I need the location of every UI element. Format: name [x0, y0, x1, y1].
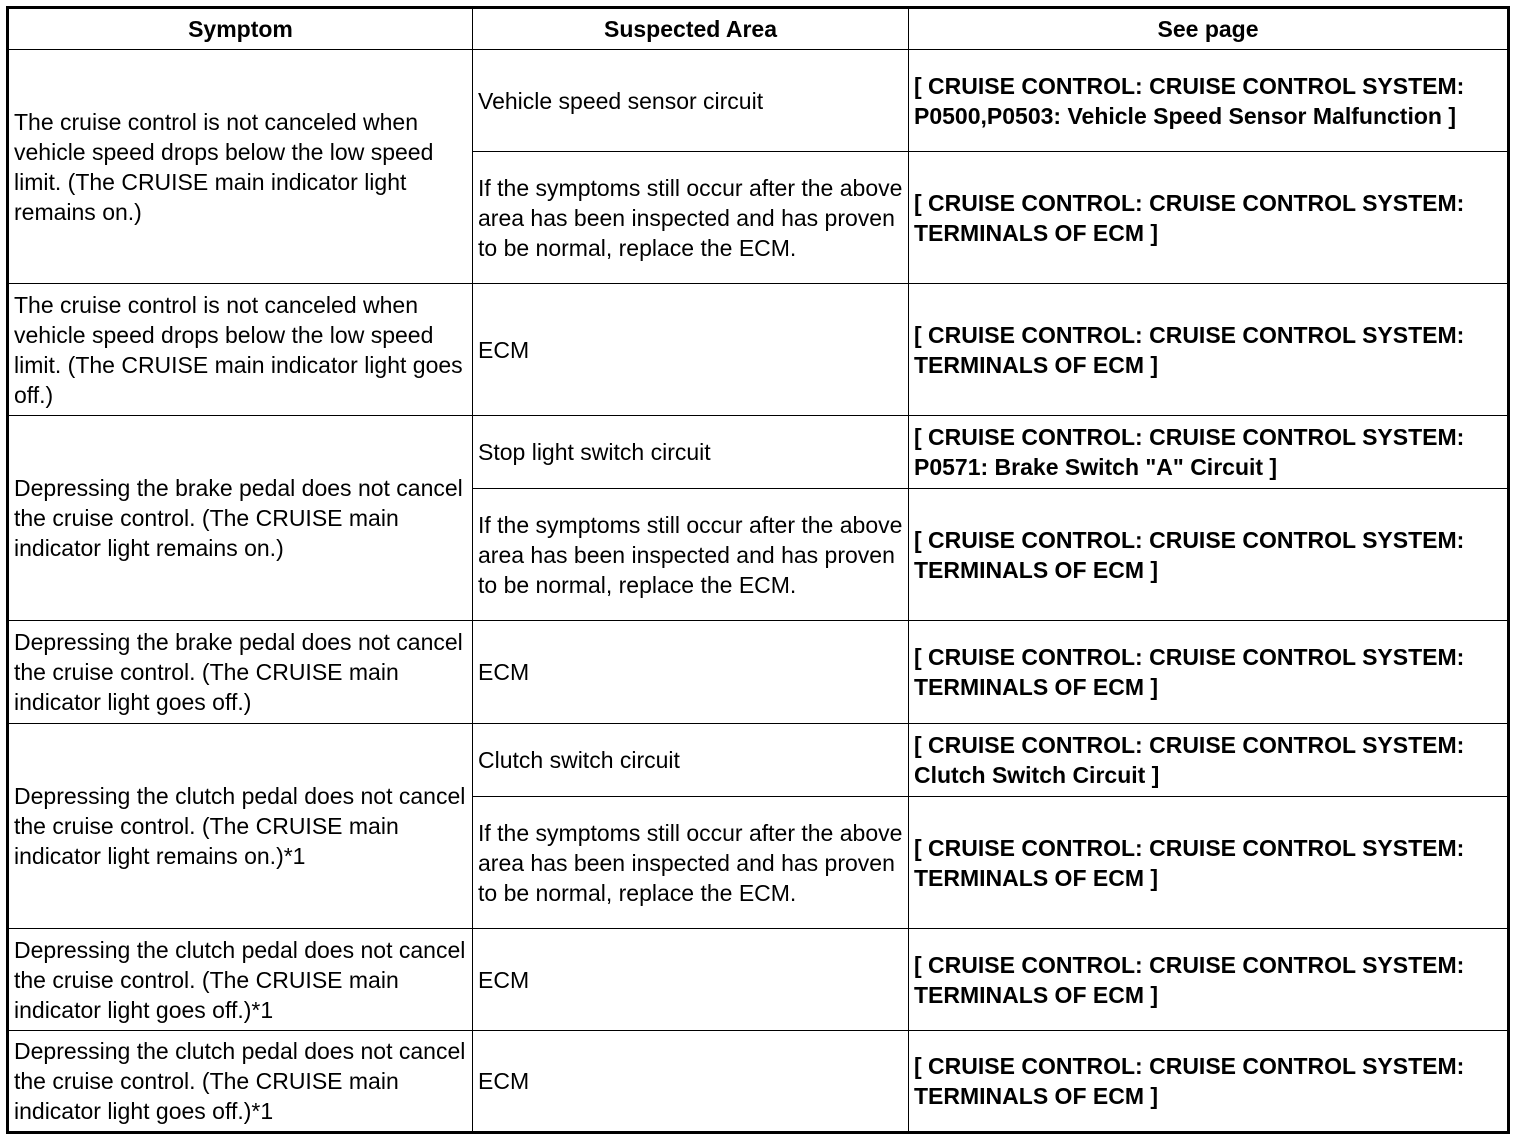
see-page-cell: [ CRUISE CONTROL: CRUISE CONTROL SYSTEM: Clutch Switch Circuit ]: [909, 724, 1509, 797]
table-row: [8, 50, 1509, 152]
symptom-cell: Depressing the clutch pedal does not cancel the cruise control. (The CRUISE main indicator light goes off.)*1: [8, 929, 473, 1031]
table-row: [8, 1031, 1509, 1133]
suspected-area-cell: If the symptoms still occur after the above area has been inspected and has proven to be normal, replace the ECM.: [473, 489, 909, 621]
suspected-area-cell: ECM: [473, 929, 909, 1031]
see-page-cell: [ CRUISE CONTROL: CRUISE CONTROL SYSTEM: TERMINALS OF ECM ]: [909, 797, 1509, 929]
see-page-cell: [ CRUISE CONTROL: CRUISE CONTROL SYSTEM: TERMINALS OF ECM ]: [909, 152, 1509, 284]
see-page-cell: [ CRUISE CONTROL: CRUISE CONTROL SYSTEM: TERMINALS OF ECM ]: [909, 284, 1509, 416]
header-symptom: Symptom: [8, 8, 473, 50]
troubleshooting-table: [6, 6, 1510, 1134]
see-page-cell: [ CRUISE CONTROL: CRUISE CONTROL SYSTEM: TERMINALS OF ECM ]: [909, 1031, 1509, 1133]
table-row: [8, 416, 1509, 489]
symptom-cell: Depressing the brake pedal does not cancel the cruise control. (The CRUISE main indicator light goes off.): [8, 621, 473, 724]
header-see-page: See page: [909, 8, 1509, 50]
suspected-area-cell: Stop light switch circuit: [473, 416, 909, 489]
symptom-cell: The cruise control is not canceled when vehicle speed drops below the low speed limit. (The CRUISE main indicator light remains on.): [8, 50, 473, 284]
see-page-cell: [ CRUISE CONTROL: CRUISE CONTROL SYSTEM: TERMINALS OF ECM ]: [909, 621, 1509, 724]
symptom-cell: Depressing the clutch pedal does not cancel the cruise control. (The CRUISE main indicator light goes off.)*1: [8, 1031, 473, 1133]
symptom-cell: Depressing the clutch pedal does not cancel the cruise control. (The CRUISE main indicator light remains on.)*1: [8, 724, 473, 929]
suspected-area-cell: Clutch switch circuit: [473, 724, 909, 797]
table-row: [8, 929, 1509, 1031]
symptom-cell: The cruise control is not canceled when vehicle speed drops below the low speed limit. (The CRUISE main indicator light goes off.): [8, 284, 473, 416]
see-page-cell: [ CRUISE CONTROL: CRUISE CONTROL SYSTEM: P0571: Brake Switch "A" Circuit ]: [909, 416, 1509, 489]
header-row: [8, 8, 1509, 50]
table-row: [8, 621, 1509, 724]
suspected-area-cell: ECM: [473, 621, 909, 724]
suspected-area-cell: Vehicle speed sensor circuit: [473, 50, 909, 152]
suspected-area-cell: If the symptoms still occur after the above area has been inspected and has proven to be normal, replace the ECM.: [473, 797, 909, 929]
table-row: [8, 284, 1509, 416]
symptom-cell: Depressing the brake pedal does not cancel the cruise control. (The CRUISE main indicator light remains on.): [8, 416, 473, 621]
suspected-area-cell: If the symptoms still occur after the above area has been inspected and has proven to be normal, replace the ECM.: [473, 152, 909, 284]
table-row: [8, 724, 1509, 797]
see-page-cell: [ CRUISE CONTROL: CRUISE CONTROL SYSTEM: TERMINALS OF ECM ]: [909, 489, 1509, 621]
header-suspected-area: Suspected Area: [473, 8, 909, 50]
suspected-area-cell: ECM: [473, 284, 909, 416]
suspected-area-cell: ECM: [473, 1031, 909, 1133]
see-page-cell: [ CRUISE CONTROL: CRUISE CONTROL SYSTEM: TERMINALS OF ECM ]: [909, 929, 1509, 1031]
see-page-cell: [ CRUISE CONTROL: CRUISE CONTROL SYSTEM: P0500,P0503: Vehicle Speed Sensor Malfunction ]: [909, 50, 1509, 152]
